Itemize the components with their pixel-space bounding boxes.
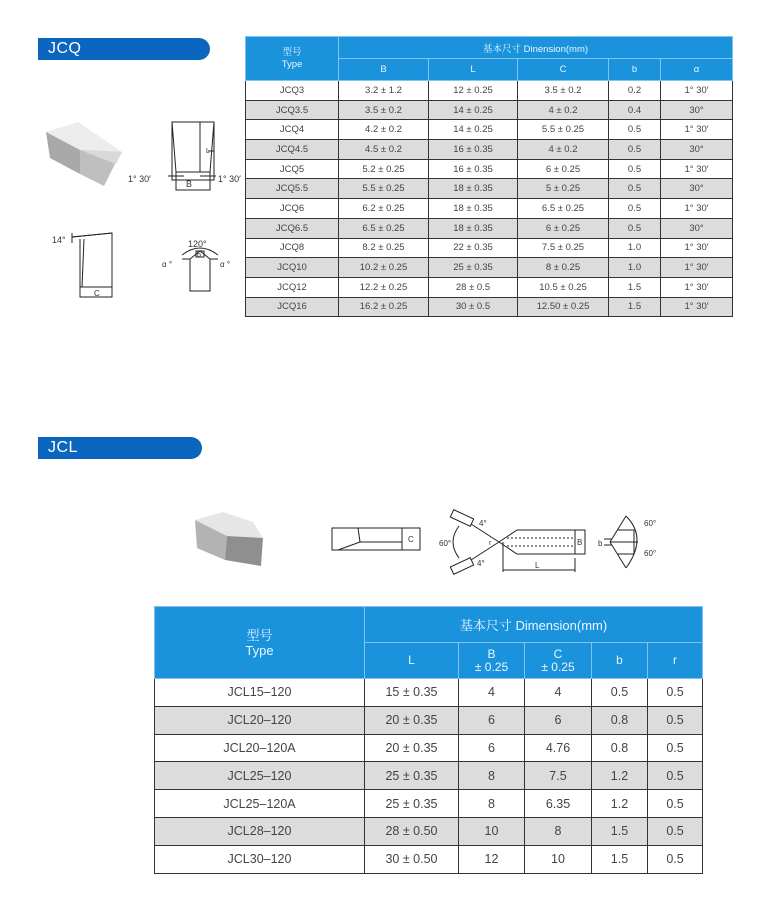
jcl-top-view-drawing [437, 508, 597, 576]
jcq-value-cell: 0.5 [609, 159, 661, 179]
jcl-value-cell: 20 ± 0.35 [365, 706, 459, 734]
jcq-tip-b-label: b [197, 252, 201, 259]
jcl-col-header-name: B [487, 646, 496, 661]
jcl-value-cell: 0.5 [648, 679, 703, 707]
jcq-value-cell: 12 ± 0.25 [429, 81, 518, 101]
jcq-value-cell: 4.5 ± 0.2 [339, 140, 429, 160]
jcq-value-cell: 6.5 ± 0.25 [339, 218, 429, 238]
jcq-tip-alpha-left-label: α ° [162, 260, 173, 269]
jcl-top-angle-lower-label: 4° [477, 559, 485, 568]
jcq-value-cell: 18 ± 0.35 [429, 199, 518, 219]
jcl-side-c-label: C [408, 535, 414, 544]
jcl-col-header [648, 643, 703, 679]
jcq-table-row [246, 218, 733, 238]
jcq-table-row [246, 238, 733, 258]
jcq-value-cell: 5.5 ± 0.25 [518, 120, 609, 140]
jcq-value-cell: 1° 30′ [661, 159, 733, 179]
jcl-value-cell: 1.2 [592, 790, 648, 818]
jcq-type-cell: JCQ4.5 [246, 140, 339, 160]
jcq-value-cell: 6 ± 0.25 [518, 159, 609, 179]
jcl-type-cell: JCL25–120 [155, 762, 365, 790]
jcq-front-view-drawing [128, 120, 243, 192]
jcq-value-cell: 0.5 [609, 218, 661, 238]
jcq-table-row [246, 120, 733, 140]
jcq-table-row [246, 199, 733, 219]
jcq-value-cell: 4 ± 0.2 [518, 140, 609, 160]
jcl-col-header [592, 643, 648, 679]
jcq-value-cell: 16 ± 0.35 [429, 159, 518, 179]
jcq-dimension-header: 基本尺寸 Dinension(mm) [339, 37, 733, 59]
jcl-table-row [155, 817, 703, 845]
jcl-col-header-name: C [553, 646, 563, 661]
jcl-top-angle-upper-label: 4° [479, 519, 487, 528]
jcq-value-cell: 3.2 ± 1.2 [339, 81, 429, 101]
jcq-value-cell: 0.5 [609, 179, 661, 199]
jcl-value-cell: 0.5 [648, 845, 703, 873]
jcl-value-cell: 6 [459, 706, 525, 734]
jcq-table-row [246, 81, 733, 101]
jcq-value-cell: 30° [661, 179, 733, 199]
jcq-table-row [246, 100, 733, 120]
jcl-dimension-header: 基本尺寸 Dimension(mm) [365, 607, 703, 643]
jcq-type-cell: JCQ4 [246, 120, 339, 140]
jcl-col-header-name: L [408, 653, 415, 667]
jcl-table-row [155, 845, 703, 873]
jcl-end-angle-upper-label: 60° [644, 519, 657, 528]
jcq-value-cell: 18 ± 0.35 [429, 218, 518, 238]
jcl-value-cell: 7.5 [525, 762, 592, 790]
jcq-table-row [246, 277, 733, 297]
jcl-top-l-label: L [535, 561, 540, 570]
jcq-value-cell: 10.2 ± 0.25 [339, 258, 429, 278]
jcq-value-cell: 30° [661, 100, 733, 120]
jcl-value-cell: 8 [459, 762, 525, 790]
jcl-type-cell: JCL20–120A [155, 734, 365, 762]
jcl-end-angle-lower-label: 60° [644, 549, 657, 558]
jcq-value-cell: 1° 30′ [661, 81, 733, 101]
jcl-spec-table [154, 606, 703, 874]
jcl-value-cell: 6.35 [525, 790, 592, 818]
jcq-type-cell: JCQ10 [246, 258, 339, 278]
jcl-value-cell: 6 [525, 706, 592, 734]
jcl-top-r-label: r [489, 540, 492, 547]
jcq-type-cell: JCQ5 [246, 159, 339, 179]
jcq-value-cell: 1° 30′ [661, 297, 733, 317]
jcq-value-cell: 0.4 [609, 100, 661, 120]
jcq-value-cell: 10.5 ± 0.25 [518, 277, 609, 297]
jcl-value-cell: 25 ± 0.35 [365, 790, 459, 818]
jcq-front-left-angle-label: 1° 30′ [128, 174, 151, 184]
jcl-value-cell: 15 ± 0.35 [365, 679, 459, 707]
jcq-type-cell: JCQ3.5 [246, 100, 339, 120]
jcl-value-cell: 12 [459, 845, 525, 873]
jcl-value-cell: 1.5 [592, 845, 648, 873]
jcl-type-header-en: Type [245, 642, 274, 658]
jcl-value-cell: 4.76 [525, 734, 592, 762]
jcl-type-cell: JCL28–120 [155, 817, 365, 845]
jcq-side-c-label: C [94, 289, 100, 298]
jcl-table-row [155, 679, 703, 707]
jcq-value-cell: 1.5 [609, 297, 661, 317]
jcl-value-cell: 4 [525, 679, 592, 707]
jcq-value-cell: 30° [661, 140, 733, 160]
jcq-front-l-label: L [206, 148, 210, 155]
jcq-value-cell: 6.5 ± 0.25 [518, 199, 609, 219]
jcq-value-cell: 30 ± 0.5 [429, 297, 518, 317]
jcq-value-cell: 6.2 ± 0.25 [339, 199, 429, 219]
jcq-value-cell: 14 ± 0.25 [429, 100, 518, 120]
jcl-type-cell: JCL20–120 [155, 706, 365, 734]
jcq-table-row [246, 179, 733, 199]
jcq-value-cell: 1° 30′ [661, 277, 733, 297]
jcq-value-cell: 30° [661, 218, 733, 238]
jcl-value-cell: 1.5 [592, 817, 648, 845]
jcl-value-cell: 0.5 [648, 817, 703, 845]
jcq-col-header: L [429, 59, 518, 81]
jcl-table-row [155, 734, 703, 762]
jcl-value-cell: 0.8 [592, 734, 648, 762]
jcq-type-cell: JCQ3 [246, 81, 339, 101]
jcq-value-cell: 12.50 ± 0.25 [518, 297, 609, 317]
jcq-value-cell: 8 ± 0.25 [518, 258, 609, 278]
jcq-type-header [246, 37, 339, 81]
jcl-value-cell: 8 [459, 790, 525, 818]
jcl-value-cell: 0.5 [592, 679, 648, 707]
jcl-value-cell: 1.2 [592, 762, 648, 790]
jcq-value-cell: 1° 30′ [661, 258, 733, 278]
jcq-value-cell: 8.2 ± 0.25 [339, 238, 429, 258]
jcl-type-header-cn: 型号 [246, 627, 273, 643]
jcq-value-cell: 3.5 ± 0.2 [518, 81, 609, 101]
jcl-type-cell: JCL25–120A [155, 790, 365, 818]
jcl-col-header-name: r [673, 653, 678, 667]
jcq-type-header-cn: 型号 [282, 46, 302, 58]
jcl-value-cell: 25 ± 0.35 [365, 762, 459, 790]
jcl-3d-insert-image [193, 510, 263, 570]
jcq-col-header: b [609, 59, 661, 81]
jcl-side-view-drawing [330, 524, 426, 554]
jcq-value-cell: 1.5 [609, 277, 661, 297]
jcl-type-cell: JCL30–120 [155, 845, 365, 873]
jcq-value-cell: 28 ± 0.5 [429, 277, 518, 297]
jcl-table-row [155, 706, 703, 734]
jcq-3d-insert-image [42, 122, 122, 194]
jcq-side-view-drawing [50, 225, 120, 300]
jcq-value-cell: 5.5 ± 0.25 [339, 179, 429, 199]
jcl-col-header [525, 643, 592, 679]
jcl-table-row [155, 790, 703, 818]
jcl-end-view-drawing [598, 512, 668, 572]
jcq-table-row [246, 140, 733, 160]
jcq-value-cell: 1.0 [609, 258, 661, 278]
jcq-value-cell: 4.2 ± 0.2 [339, 120, 429, 140]
jcl-value-cell: 6 [459, 734, 525, 762]
jcq-front-right-angle-label: 1° 30′ [218, 174, 241, 184]
jcq-value-cell: 1° 30′ [661, 199, 733, 219]
jcq-table-row [246, 159, 733, 179]
jcl-value-cell: 28 ± 0.50 [365, 817, 459, 845]
jcq-tip-view-drawing [160, 235, 240, 295]
jcl-value-cell: 0.8 [592, 706, 648, 734]
jcl-end-b-label: b [598, 539, 603, 548]
jcq-value-cell: 5 ± 0.25 [518, 179, 609, 199]
jcq-value-cell: 6 ± 0.25 [518, 218, 609, 238]
section-title-jcq: JCQ [38, 38, 210, 60]
jcq-type-cell: JCQ5.5 [246, 179, 339, 199]
jcl-col-header [459, 643, 525, 679]
jcl-type-header [155, 607, 365, 679]
jcl-col-header-name: b [616, 653, 623, 667]
jcl-value-cell: 0.5 [648, 762, 703, 790]
jcl-value-cell: 8 [525, 817, 592, 845]
jcq-table-row [246, 258, 733, 278]
jcl-value-cell: 10 [459, 817, 525, 845]
jcl-value-cell: 10 [525, 845, 592, 873]
jcq-value-cell: 25 ± 0.35 [429, 258, 518, 278]
jcq-value-cell: 0.5 [609, 199, 661, 219]
jcq-front-b-label: B [186, 179, 193, 189]
jcq-value-cell: 5.2 ± 0.25 [339, 159, 429, 179]
jcq-value-cell: 16 ± 0.35 [429, 140, 518, 160]
jcq-tip-angle-label: 120° [188, 239, 207, 249]
jcq-type-cell: JCQ6.5 [246, 218, 339, 238]
jcl-table-row [155, 762, 703, 790]
jcq-value-cell: 14 ± 0.25 [429, 120, 518, 140]
jcl-type-cell: JCL15–120 [155, 679, 365, 707]
jcq-type-cell: JCQ16 [246, 297, 339, 317]
jcq-type-cell: JCQ8 [246, 238, 339, 258]
jcq-value-cell: 16.2 ± 0.25 [339, 297, 429, 317]
jcq-spec-table [245, 36, 733, 317]
jcl-col-header-tolerance: ± 0.25 [541, 659, 575, 674]
jcl-col-header [365, 643, 459, 679]
jcq-type-cell: JCQ12 [246, 277, 339, 297]
jcq-value-cell: 0.5 [609, 140, 661, 160]
jcq-table-row [246, 297, 733, 317]
jcq-tip-alpha-right-label: α ° [220, 260, 231, 269]
jcq-value-cell: 7.5 ± 0.25 [518, 238, 609, 258]
jcq-value-cell: 3.5 ± 0.2 [339, 100, 429, 120]
section-title-jcl: JCL [38, 437, 202, 459]
jcq-value-cell: 1° 30′ [661, 238, 733, 258]
jcl-value-cell: 0.5 [648, 706, 703, 734]
jcl-value-cell: 0.5 [648, 734, 703, 762]
jcq-value-cell: 18 ± 0.35 [429, 179, 518, 199]
jcl-col-header-tolerance: ± 0.25 [474, 659, 509, 674]
jcq-col-header: B [339, 59, 429, 81]
jcq-col-header: α [661, 59, 733, 81]
jcq-value-cell: 0.2 [609, 81, 661, 101]
jcq-value-cell: 1° 30′ [661, 120, 733, 140]
jcq-type-cell: JCQ6 [246, 199, 339, 219]
jcl-top-b-label: B [577, 538, 583, 547]
jcl-value-cell: 20 ± 0.35 [365, 734, 459, 762]
jcl-top-angle-main-label: 60° [439, 539, 452, 548]
jcl-value-cell: 30 ± 0.50 [365, 845, 459, 873]
jcq-col-header: C [518, 59, 609, 81]
jcl-value-cell: 4 [459, 679, 525, 707]
jcq-value-cell: 22 ± 0.35 [429, 238, 518, 258]
jcq-value-cell: 4 ± 0.2 [518, 100, 609, 120]
jcl-value-cell: 0.5 [648, 790, 703, 818]
jcq-value-cell: 0.5 [609, 120, 661, 140]
jcq-value-cell: 1.0 [609, 238, 661, 258]
jcq-type-header-en: Type [281, 58, 303, 70]
jcq-side-angle-label: 14° [52, 235, 66, 245]
jcq-value-cell: 12.2 ± 0.25 [339, 277, 429, 297]
